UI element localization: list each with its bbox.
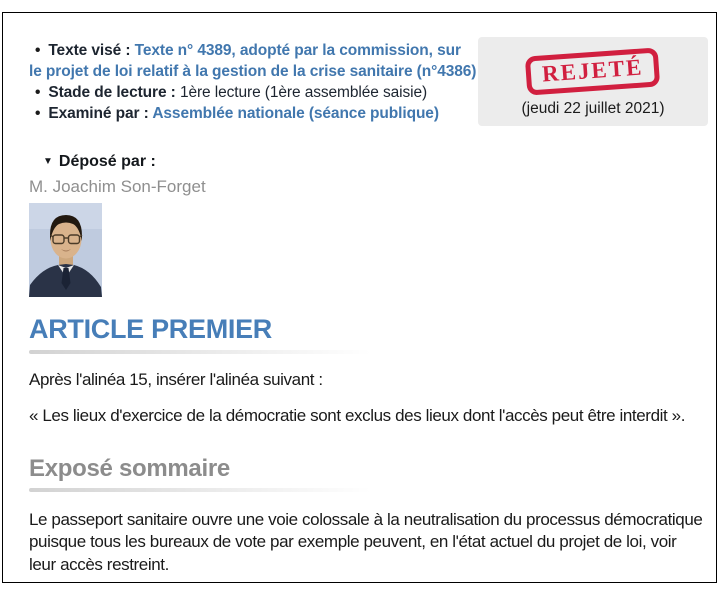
info-item-examine-par — [29, 103, 477, 124]
rejected-stamp: REJETÉ — [525, 47, 661, 95]
info-item-stade-lecture — [29, 82, 477, 103]
bullet-icon: • — [35, 42, 41, 59]
depose-par-label: Déposé par : — [58, 153, 156, 170]
content-frame — [2, 12, 717, 583]
header-row — [29, 40, 708, 126]
expose-sommaire-body: Le passeport sanitaire ouvre une voie colossale à la neutralisation du processus démocratique puisque tous les bureaux de vote par exemple peuvent, en l'état actuel du projet de loi, voir leur accès restreint. — [29, 510, 703, 574]
examine-par-link[interactable]: Assemblée nationale (séance publique) — [152, 105, 439, 122]
status-box — [478, 37, 708, 126]
expose-sommaire-title: Exposé sommaire — [29, 455, 230, 482]
article-instruction-line: Après l'alinéa 15, insérer l'alinéa suivant : — [29, 370, 323, 389]
texte-vise-link[interactable]: Texte n° 4389, adopté par la commission, sur le projet de loi relatif à la gestion de la crise sanitaire (n°4386) — [29, 42, 477, 80]
article-title: ARTICLE PREMIER — [29, 314, 273, 344]
info-label: Examiné par : — [48, 105, 153, 122]
chevron-down-icon: ▼ — [43, 156, 53, 167]
amendment-info-list — [29, 40, 477, 124]
status-date: (jeudi 22 juillet 2021) — [521, 100, 665, 117]
info-item-texte-vise — [29, 40, 477, 82]
author-photo[interactable] — [29, 203, 102, 297]
author-name[interactable]: M. Joachim Son-Forget — [29, 177, 206, 196]
heading-rule — [29, 488, 371, 492]
heading-rule — [29, 350, 371, 354]
depose-par-section — [29, 153, 708, 297]
bullet-icon: • — [35, 105, 41, 122]
info-label: Texte visé : — [48, 42, 135, 59]
bullet-icon: • — [35, 84, 41, 101]
depose-par-toggle[interactable] — [43, 153, 156, 171]
info-label: Stade de lecture : — [48, 84, 180, 101]
article-quote-line: « Les lieux d'exercice de la démocratie sont exclus des lieux dont l'accès peut être interdit ». — [29, 406, 686, 425]
info-value: 1ère lecture (1ère assemblée saisie) — [179, 84, 428, 101]
